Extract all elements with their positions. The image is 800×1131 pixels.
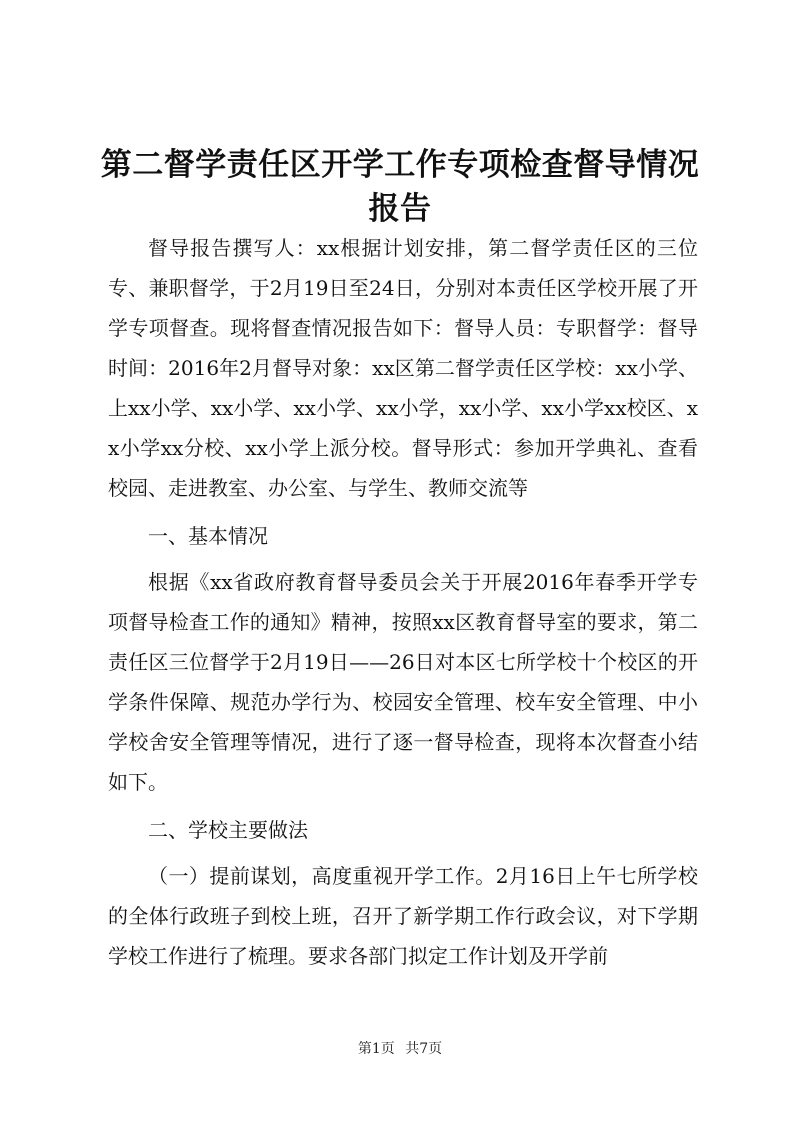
section-heading-basic: 一、基本情况 [148, 524, 268, 548]
basic-situation-paragraph: 根据《xx省政府教育督导委员会关于开展2016年春季开学专项督导检查工作的通知》精神，按照xx区教育督导室的要求，第二责任区三位督学于2月19日——26日对本区七所学校十个校区的开学条件保障、规范办学行为、校园安全管理、校车安全管理、中小学校舍安全管理等情况，进行了逐一督导检查，现将本次督查小结如下。 [108, 570, 698, 794]
section-heading-practices: 二、学校主要做法 [148, 818, 308, 842]
page-total: 共7页 [405, 1041, 443, 1057]
practice-paragraph-1: （一）提前谋划，高度重视开学工作。2月16日上午七所学校的全体行政班子到校上班，召开了新学期工作行政会议，对下学期学校工作进行了梳理。要求各部门拟定工作计划及开学前 [108, 864, 698, 968]
document-body [108, 228, 698, 976]
page-number: 第1页 [357, 1041, 395, 1057]
page-footer [0, 1038, 800, 1058]
intro-paragraph: 督导报告撰写人：xx根据计划安排，第二督学责任区的三位专、兼职督学，于2月19日至24日，分别对本责任区学校开展了开学专项督查。现将督查情况报告如下：督导人员：专职督学：督导时间：2016年2月督导对象：xx区第二督学责任区学校：xx小学、上xx小学、xx小学、xx小学、xx小学，xx小学、xx小学xx校区、xx小学xx分校、xx小学上派分校。督导形式：参加开学典礼、查看校园、走进教室、办公室、与学生、教师交流等 [108, 236, 698, 500]
page-title: 第二督学责任区开学工作专项检查督导情况报告 [100, 147, 700, 227]
